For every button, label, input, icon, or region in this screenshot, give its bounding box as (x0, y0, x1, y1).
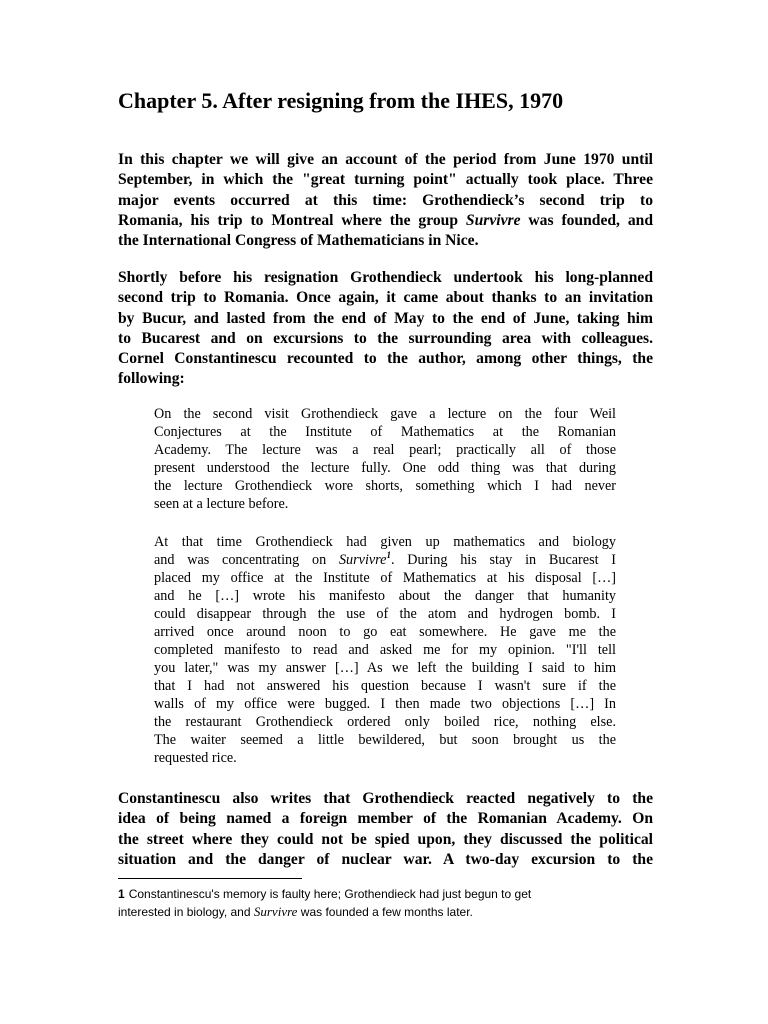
footnote-divider (118, 878, 302, 879)
quote-line: At that time Grothendieck had given up mathematics and biology (154, 534, 616, 550)
quote-line: present understood the lecture fully. One odd thing was that during (154, 460, 616, 476)
quote-line: you later," was my answer […] As we left the building I said to him (154, 660, 616, 676)
paragraph-line: by Bucur, and lasted from the end of May to the end of June, taking him (118, 309, 653, 327)
quote-line: placed my office at the Institute of Mathematics at his disposal […] (154, 570, 616, 586)
quote-line: On the second visit Grothendieck gave a lecture on the four Weil (154, 406, 616, 422)
paragraph-line: major events occurred at this time: Grothendieck’s second trip to (118, 191, 653, 209)
quote-line: Conjectures at the Institute of Mathematics at the Romanian (154, 424, 616, 440)
paragraph-line: Romania, his trip to Montreal where the group Survivre was founded, and (118, 211, 653, 229)
quote-line: and was concentrating on Survivre$^1$. During his stay in Bucarest I (154, 550, 617, 568)
survivre-italic: Survivre (465, 211, 521, 229)
paragraph-line: In this chapter we will give an account of the period from June 1970 until (118, 151, 653, 168)
footnote-reference[interactable]: 1 (386, 550, 391, 560)
paragraph-line: Shortly before his resignation Grothendieck undertook his long-planned (118, 269, 653, 286)
quote-line: The waiter seemed a little bewildered, but soon brought us the (154, 732, 616, 748)
paragraph-line: second trip to Romania. Once again, it came about thanks to an invitation (118, 289, 653, 307)
survivre-italic: Survivre (253, 904, 298, 919)
quote-line: and he […] wrote his manifesto about the danger that humanity (154, 588, 616, 604)
intro-paragraph (118, 150, 653, 251)
paragraph-line: Cornel Constantinescu recounted to the author, among other things, the (118, 350, 653, 368)
quote-line: that I had not answered his question because I wasn't sure if the (154, 678, 616, 694)
quote-line: completed manifesto to read and asked me for my opinion. "I'll tell (154, 642, 616, 658)
footnote: 1 Constantinescu's memory is faulty here; Grothendieck had just begun to get interested in biology, and Survivre was founded a few months later. (118, 887, 532, 919)
paragraph-line: idea of being named a foreign member of the Romanian Academy. On (118, 810, 653, 828)
paragraph-line: to Bucarest and on excursions to the surrounding area with colleagues. (118, 329, 653, 347)
quote-line: requested rice. (154, 750, 237, 766)
quote-line: arrived once around noon to go eat somewhere. He gave me the (154, 624, 616, 640)
footnote-text: Constantinescu's memory is faulty here; Grothendieck had just begun to get (128, 887, 532, 901)
paragraph-line: following: (118, 370, 185, 388)
academy-paragraph (118, 789, 653, 870)
quote-line: the restaurant Grothendieck ordered only boiled rice, nothing else. (154, 714, 616, 730)
paragraph-line: Constantinescu also writes that Grothendieck reacted negatively to the (118, 790, 653, 807)
chapter-title: Chapter 5. After resigning from the IHES, 1970 (118, 88, 564, 113)
quote-line: could disappear through the use of the atom and hydrogen bomb. I (154, 606, 616, 622)
block-quote-lecture (154, 405, 616, 513)
quote-line: walls of my office were bugged. I then made two objections […] In (154, 696, 616, 712)
quote-line: Academy. The lecture was a real pearl; practically all of those (154, 442, 616, 458)
paragraph-line: the street where they could not be spied upon, they discussed the political (118, 830, 653, 848)
paragraph-line: the International Congress of Mathematicians in Nice. (118, 232, 479, 250)
paragraph-line: September, in which the "great turning point" actually took place. Three (118, 171, 653, 189)
survivre-italic: Survivre (338, 552, 387, 568)
footnote-mark: 1 (118, 887, 125, 901)
romania-trip-paragraph (118, 268, 653, 390)
quote-line: the lecture Grothendieck wore shorts, something which I had never (154, 478, 616, 494)
block-quote-manifesto (154, 533, 616, 767)
paragraph-line: situation and the danger of nuclear war. A two-day excursion to the (118, 850, 653, 868)
quote-line: seen at a lecture before. (154, 496, 289, 512)
